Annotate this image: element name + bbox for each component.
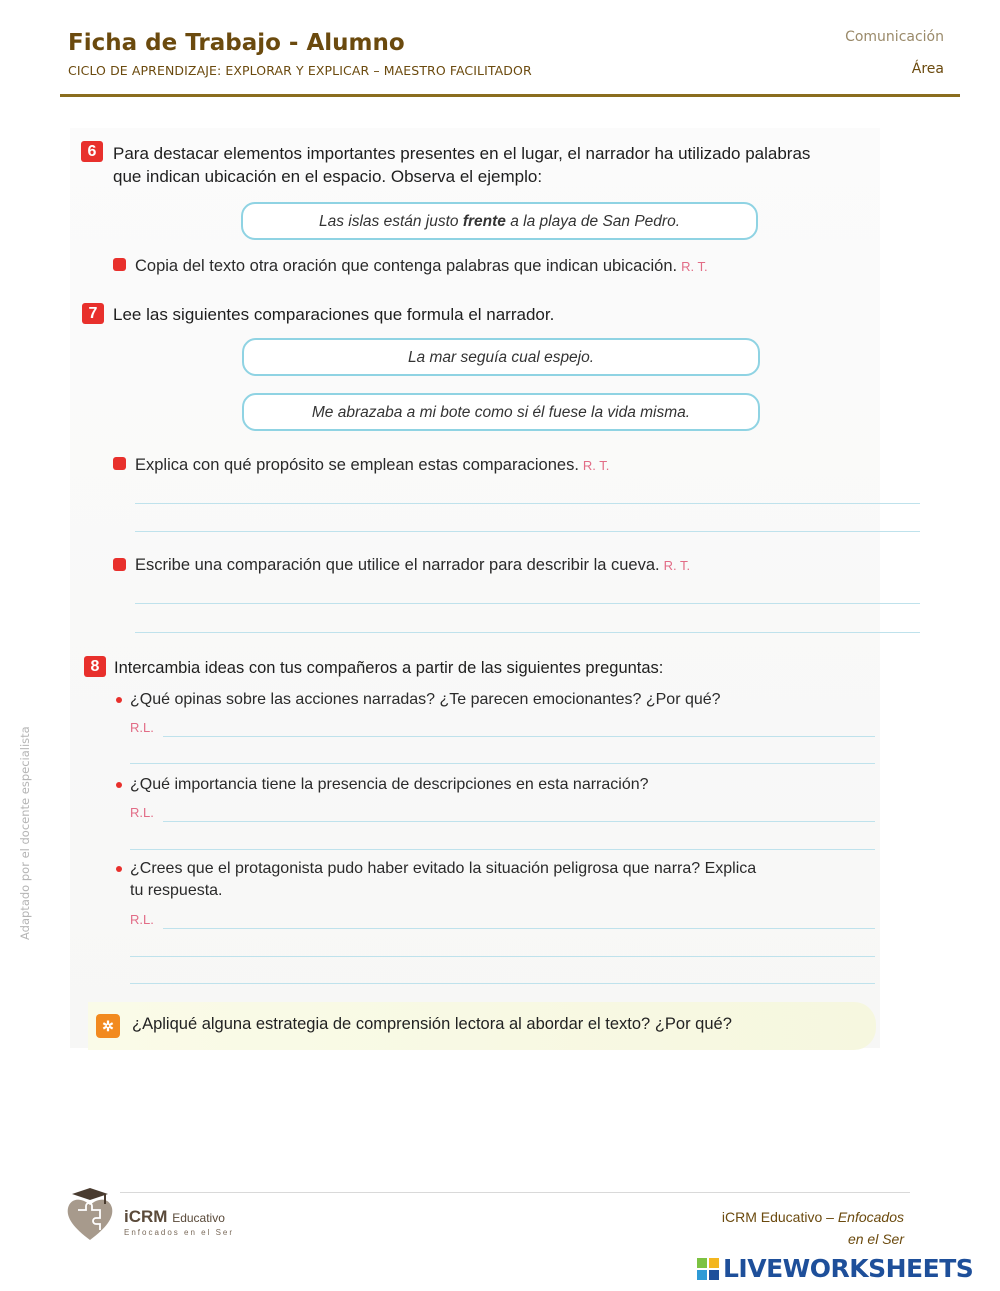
q8-item-2: ¿Qué importancia tiene la presencia de descripciones en esta narración? [130, 776, 649, 793]
example-box-6 [241, 202, 758, 240]
question-8-number: 8 [84, 656, 106, 677]
question-7-text: Lee las siguientes comparaciones que formula el narrador. [113, 305, 555, 324]
liveworksheets-watermark [697, 1254, 973, 1283]
brain-icon: ✲ [96, 1014, 120, 1038]
footer-brand-italic-1: Enfocados [837, 1209, 904, 1225]
example-6-bold: frente [462, 213, 506, 230]
question-6-number: 6 [81, 141, 103, 162]
logo-name: iCRM [124, 1207, 168, 1226]
example-6-before: Las islas están justo [318, 213, 463, 230]
task-7a [135, 454, 609, 477]
answer-line[interactable] [130, 763, 875, 764]
footer-brand [722, 1206, 904, 1250]
q8-item-3-tag: R.L. [130, 912, 154, 927]
area-label: Área [911, 61, 944, 77]
answer-line[interactable] [135, 503, 920, 504]
answer-line[interactable] [163, 736, 875, 737]
task-7b [135, 554, 690, 577]
question-8-text: Intercambia ideas con tus compañeros a partir de las siguientes preguntas: [114, 659, 664, 677]
bullet-icon [116, 697, 122, 703]
metacognition-question: ¿Apliqué alguna estrategia de comprensión lectora al abordar el texto? ¿Por qué? [132, 1015, 732, 1033]
liveworksheets-icon [697, 1258, 719, 1280]
question-6-line1: Para destacar elementos importantes presentes en el lugar, el narrador ha utilizado palabras [113, 144, 811, 163]
bullet-icon [116, 782, 122, 788]
task-7b-text: Escribe una comparación que utilice el narrador para describir la cueva. [135, 556, 660, 574]
task-7a-text: Explica con qué propósito se emplean estas comparaciones. [135, 456, 579, 474]
logo-wordmark [124, 1207, 225, 1227]
footer-brand-italic-2: en el Ser [847, 1231, 904, 1247]
answer-line[interactable] [135, 531, 920, 532]
header-divider [60, 94, 960, 97]
liveworksheets-text: LIVEWORKSHEETS [723, 1254, 974, 1283]
logo-tagline: Enfocados en el Ser [124, 1228, 235, 1237]
logo-suffix: Educativo [172, 1211, 225, 1225]
answer-line[interactable] [130, 983, 875, 984]
q8-item-3-line1: ¿Crees que el protagonista pudo haber evitado la situación peligrosa que narra? Explica [130, 860, 757, 877]
page-subtitle: CICLO DE APRENDIZAJE: EXPLORAR Y EXPLICAR – MAESTRO FACILITADOR [68, 63, 532, 78]
answer-line[interactable] [135, 603, 920, 604]
answer-line[interactable] [163, 821, 875, 822]
q8-item-3-line2: tu respuesta. [130, 882, 223, 899]
side-note: Adaptado por el docente especialista [18, 726, 32, 940]
footer-divider [120, 1192, 910, 1193]
task-6-tag: R. T. [681, 259, 708, 274]
task-6-text: Copia del texto otra oración que contenga palabras que indican ubicación. [135, 257, 678, 275]
question-6-line2: que indican ubicación en el espacio. Observa el ejemplo: [113, 167, 543, 186]
task-6 [135, 255, 708, 278]
task-7b-tag: R. T. [663, 558, 691, 573]
bullet-icon [113, 258, 126, 271]
question-7-number: 7 [82, 303, 104, 324]
page-title: Ficha de Trabajo - Alumno [68, 30, 405, 56]
task-7a-tag: R. T. [582, 458, 610, 473]
q8-item-1-tag: R.L. [130, 720, 154, 735]
example-box-7b: Me abrazaba a mi bote como si él fuese la vida misma. [242, 393, 760, 431]
answer-line[interactable] [130, 956, 875, 957]
example-6-after: a la playa de San Pedro. [505, 213, 681, 230]
q8-item-2-tag: R.L. [130, 805, 154, 820]
bullet-icon [113, 457, 126, 470]
bullet-icon [116, 866, 122, 872]
example-box-7a: La mar seguía cual espejo. [242, 338, 760, 376]
bullet-icon [113, 558, 126, 571]
answer-line[interactable] [130, 849, 875, 850]
subject-label: Comunicación [845, 29, 944, 45]
footer-brand-prefix: iCRM Educativo – [721, 1209, 838, 1225]
answer-line[interactable] [163, 928, 875, 929]
q8-item-1: ¿Qué opinas sobre las acciones narradas? ¿Te parecen emocionantes? ¿Por qué? [130, 691, 721, 708]
answer-line[interactable] [135, 632, 920, 633]
puzzle-heart-logo-icon [64, 1188, 116, 1244]
